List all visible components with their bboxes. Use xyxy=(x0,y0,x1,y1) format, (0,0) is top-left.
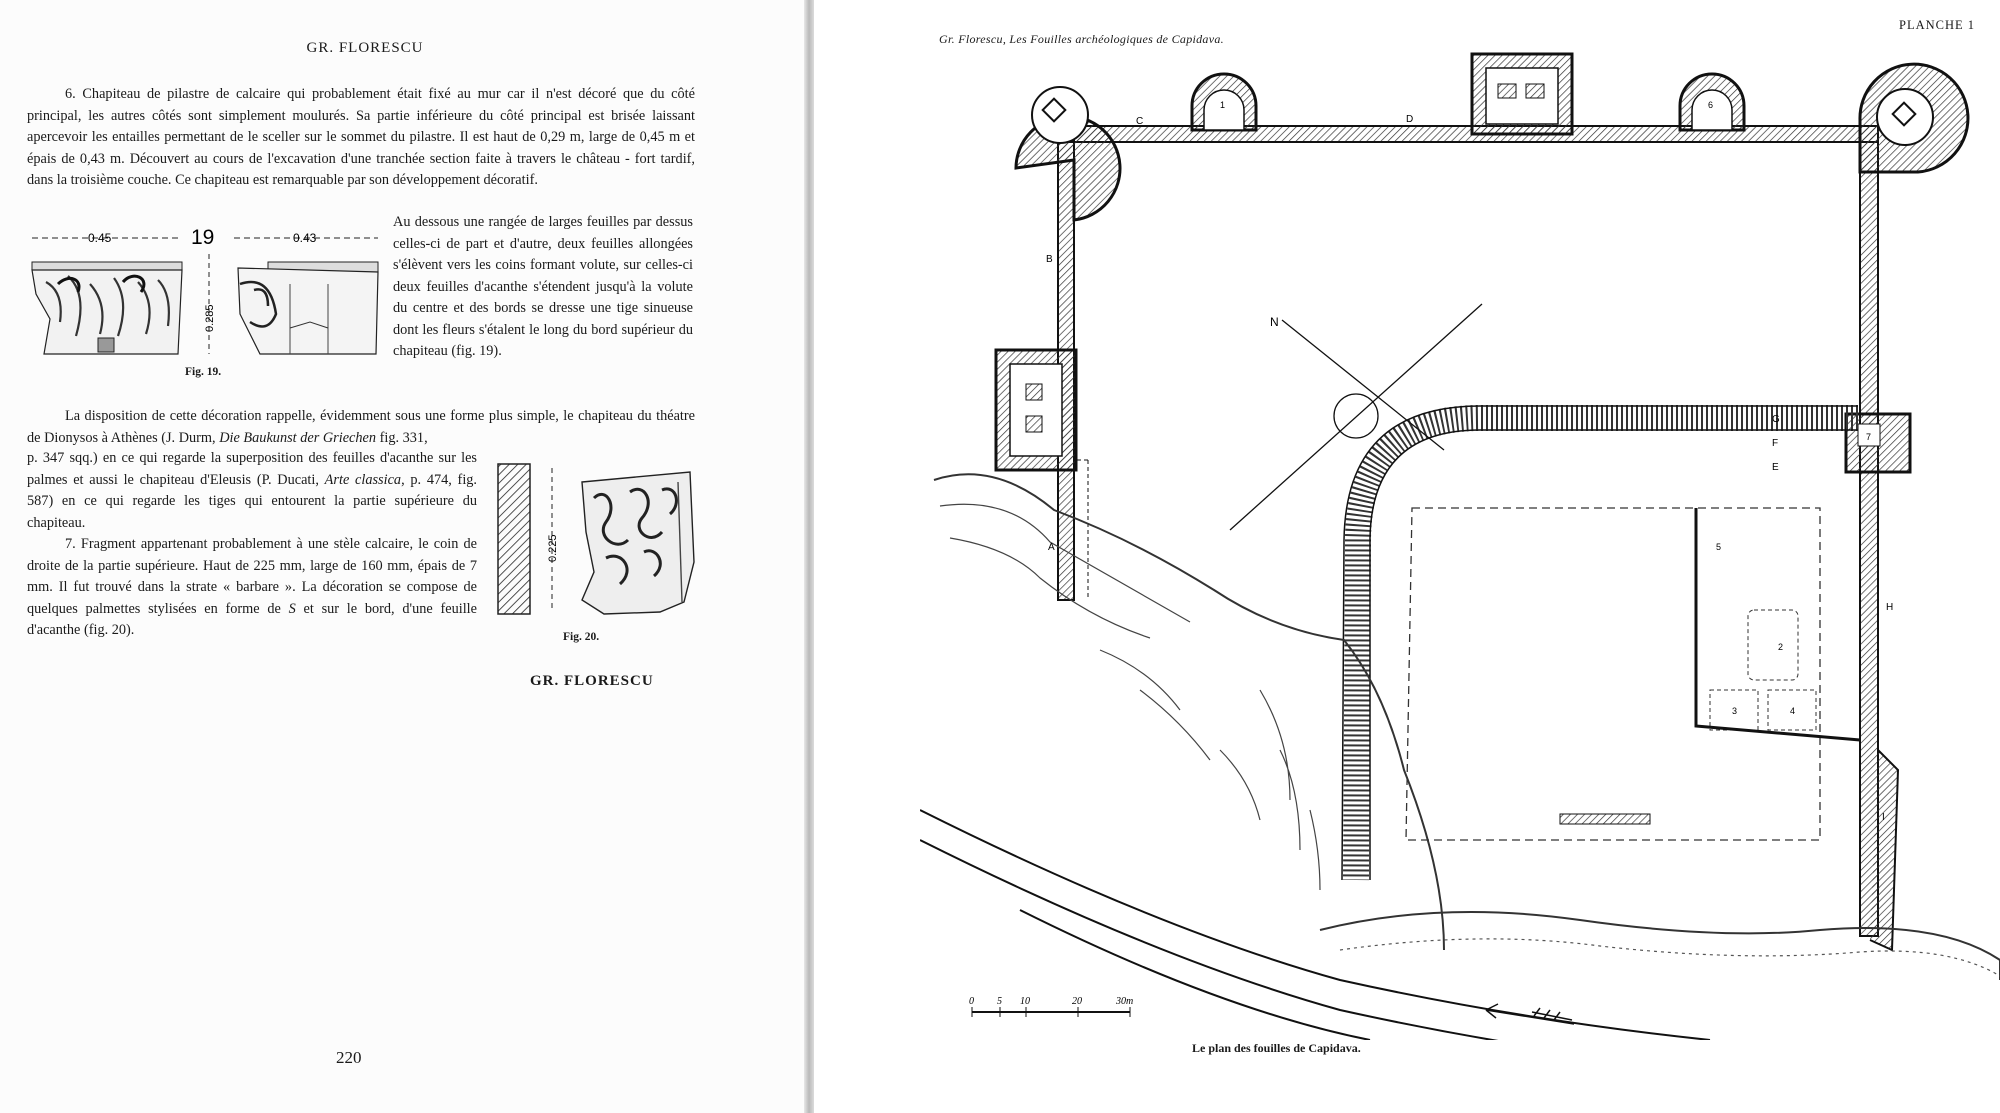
plan-caption: Le plan des fouilles de Capidava. xyxy=(1192,1041,1361,1055)
svg-text:10: 10 xyxy=(1020,996,1030,1007)
svg-text:B: B xyxy=(1046,254,1053,265)
capidava-site-plan xyxy=(920,50,2000,1040)
svg-text:1: 1 xyxy=(1220,100,1226,110)
svg-text:D: D xyxy=(1406,114,1414,125)
inner-late-fort xyxy=(1342,406,1898,950)
paragraph-7: 7. Fragment appartenant probablement à une stèle calcaire, le coin de droite de la partie supérieure. Haut de 225 mm, large de 160 mm, épais de 7 mm. Il fut trouvé dans la strate « barbare ». La décoration se compose de quelques palmettes stylisées en forme de S et sur le bord, d'une feuille d'acanthe (fig. 20). xyxy=(27,536,477,638)
fortress-walls xyxy=(996,54,1968,936)
paragraph-6-continued: Au dessous une rangée de larges feuilles par dessus celles-ci de part et d'autre, deux feuilles allongées s'élèvent vers les coins formant volute, sur celles-ci deux feuilles d'acanthe s'étendent jusqu'à la volute du centre et des bords se dresse une tige sinueuse dont les fleurs s'étalent le long du bord supérieur du chapiteau (fig. 19). xyxy=(393,214,693,359)
figure-20-stele-drawing xyxy=(494,462,697,624)
fig20-dim-height: 0.225 xyxy=(547,534,559,562)
running-head: GR. FLORESCU xyxy=(306,40,424,56)
svg-text:7: 7 xyxy=(1866,432,1872,442)
author-signature: GR. FLORESCU xyxy=(530,673,654,689)
danube-river-banks xyxy=(920,810,1710,1040)
north-label: N xyxy=(1270,315,1279,329)
svg-text:H: H xyxy=(1886,602,1894,613)
svg-text:0: 0 xyxy=(969,996,974,1007)
svg-text:F: F xyxy=(1772,438,1779,449)
capital-side-view xyxy=(238,262,378,354)
plan-labels xyxy=(1046,100,1893,823)
paragraph-6 xyxy=(27,84,695,192)
fig19-number: 19 xyxy=(191,226,215,249)
svg-text:I: I xyxy=(1882,812,1885,823)
svg-text:E: E xyxy=(1772,462,1779,473)
svg-text:6: 6 xyxy=(1708,100,1714,110)
para6-text: Chapiteau de pilastre de calcaire qui probablement était fixé au mur car il n'est décoré que du côté principal, les autres côtés sont simplement moulurés. Sa partie inférieure du côté principal est brisée laissant apercevoir les entailles permettant de le sceller sur le sommet du pilastre. Il est haut de 0,29 m, large de 0,45 m et épais de 0,43 m. Découvert au cours de l'excavation d'une tranchée section faite à travers le château - fort tardif, dans la troisième couche. Ce chapiteau est remarquable par son développement décoratif. xyxy=(27,86,695,188)
paragraph-disposition-continued: p. 347 sqq.) en ce qui regarde la superposition des feuilles d'acanthe sur les palmes et aussi le chapiteau d'Eleusis (P. Ducati, Arte classica, p. 474, fig. 587) en ce qui regarde les tiges qui entourent la partie supérieure du chapiteau. xyxy=(27,450,478,531)
stele-section xyxy=(498,464,530,614)
svg-text:5: 5 xyxy=(1716,542,1722,552)
para6-number: 6. xyxy=(65,86,76,102)
figure-19-capital-drawing xyxy=(28,224,386,364)
plate-number: PLANCHE 1 xyxy=(1899,18,1976,32)
page-number: 220 xyxy=(336,1048,362,1067)
figure-19-caption: Fig. 19. xyxy=(185,366,222,378)
svg-text:3: 3 xyxy=(1732,706,1738,716)
right-page xyxy=(814,0,2000,1113)
plate-running-head: Gr. Florescu, Les Fouilles archéologiques de Capidava. xyxy=(939,32,1224,46)
fig19-dim-width-front: 0.45 xyxy=(88,231,112,245)
svg-text:2: 2 xyxy=(1778,642,1784,652)
book-gutter xyxy=(804,0,814,1113)
svg-text:4: 4 xyxy=(1790,706,1796,716)
north-arrow xyxy=(1230,304,1482,530)
capital-front-view xyxy=(32,262,182,354)
terrain-hatching xyxy=(934,474,2000,980)
scale-bar xyxy=(969,996,1133,1017)
svg-text:30m: 30m xyxy=(1116,996,1134,1007)
svg-text:G: G xyxy=(1772,414,1780,425)
svg-text:5: 5 xyxy=(997,996,1002,1007)
figure-20-caption: Fig. 20. xyxy=(563,631,600,643)
fig19-dim-width-side: 0.43 xyxy=(293,231,317,245)
paragraph-disposition: La disposition de cette décoration rappelle, évidemment sous une forme plus simple, le chapiteau du théatre de Dionysos à Athènes (J. Durm, Die Baukunst der Griechen fig. 331, xyxy=(27,408,695,446)
fig19-dim-height: 0.285 xyxy=(204,304,216,332)
left-page xyxy=(0,0,808,1113)
svg-text:20: 20 xyxy=(1072,996,1082,1007)
svg-text:C: C xyxy=(1136,116,1144,127)
svg-text:A: A xyxy=(1048,542,1055,553)
